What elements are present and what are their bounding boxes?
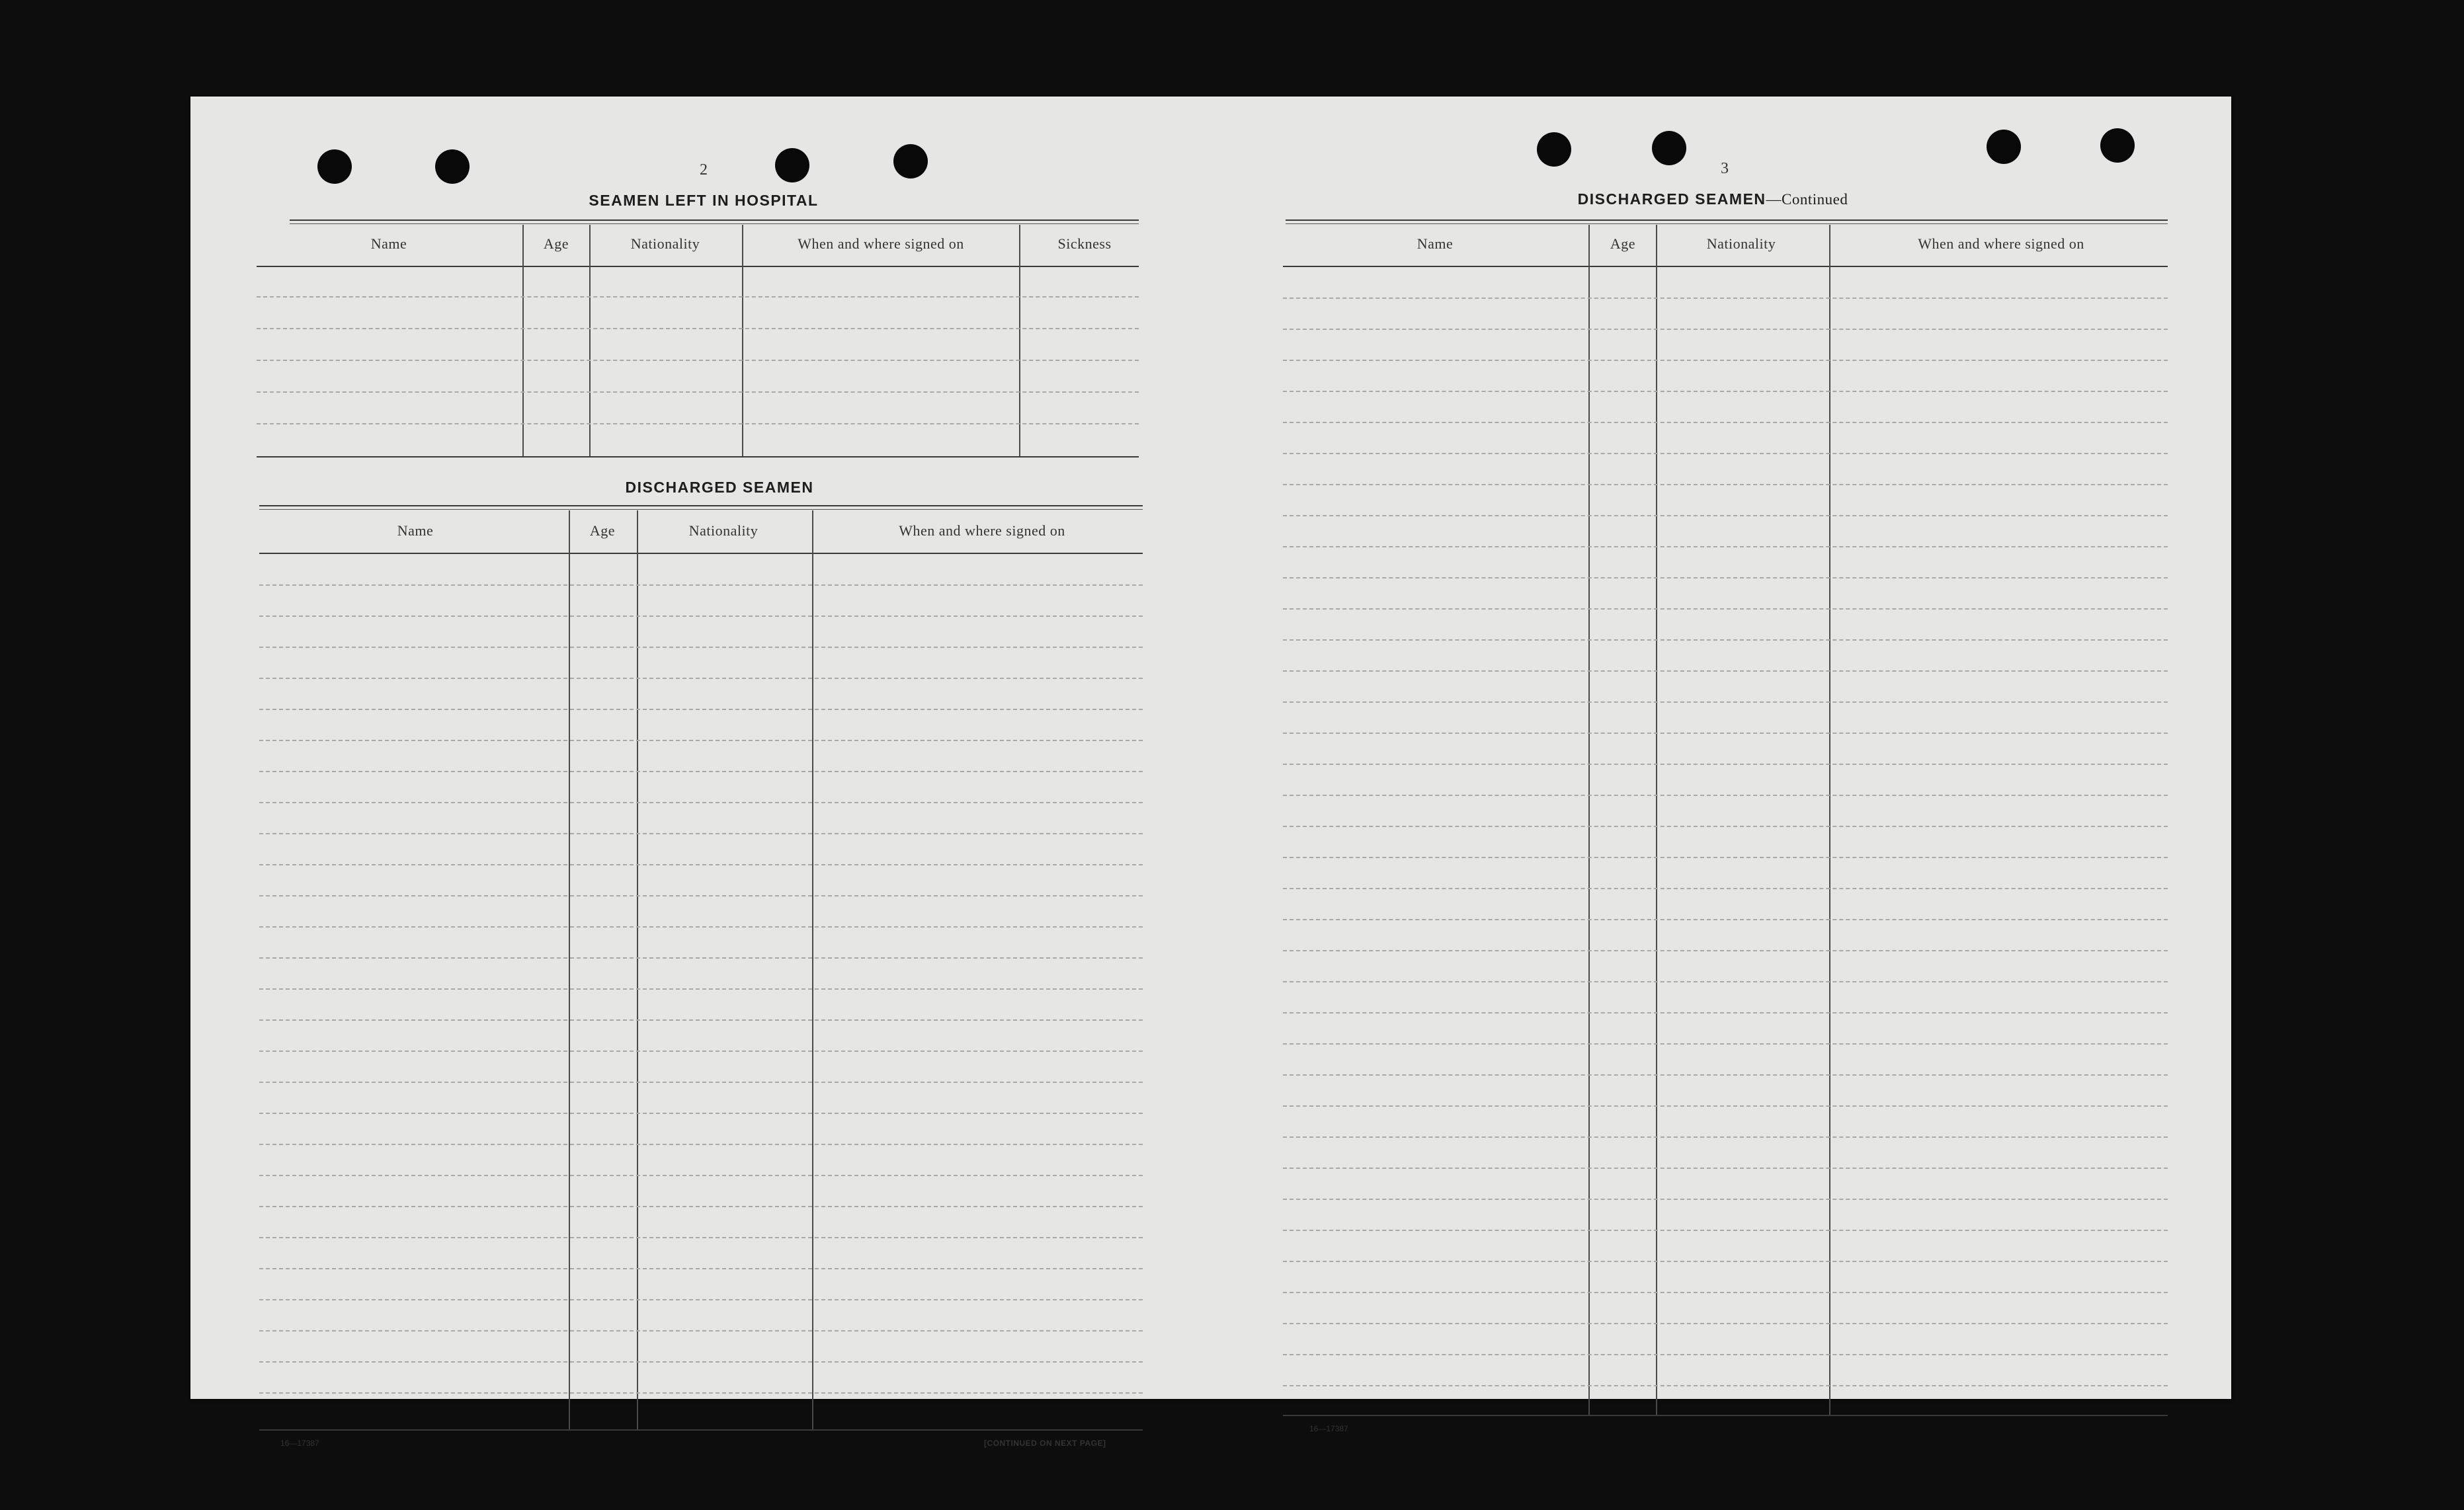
row-line (1283, 1105, 2168, 1107)
table-top-rule (290, 219, 1139, 221)
punch-hole (2100, 128, 2135, 163)
row-line (259, 616, 1143, 617)
row-line (259, 1175, 1143, 1176)
row-line (1283, 1354, 2168, 1355)
row-line (259, 895, 1143, 896)
row-line (257, 360, 1139, 361)
header-rule (1283, 266, 2168, 267)
section-title (1578, 190, 1848, 208)
row-line (1283, 764, 2168, 765)
row-line (1283, 919, 2168, 920)
row-line (257, 391, 1139, 393)
column-header-age: Age (589, 522, 616, 539)
column-divider (637, 510, 638, 1431)
row-line (1283, 391, 2168, 392)
page-number: 2 (700, 161, 708, 179)
table-top-rule (259, 509, 1143, 510)
row-line (259, 1206, 1143, 1207)
row-line (259, 1299, 1143, 1300)
row-line (1283, 1136, 2168, 1138)
column-header-nationality: Nationality (630, 235, 700, 252)
row-line (259, 988, 1143, 990)
column-header-age: Age (543, 235, 569, 252)
row-line (259, 1144, 1143, 1145)
row-line (1283, 795, 2168, 796)
row-line (1283, 950, 2168, 951)
row-line (1283, 608, 2168, 610)
row-line (259, 647, 1143, 648)
column-header-sickness: Sickness (1057, 235, 1112, 252)
row-line (259, 678, 1143, 679)
row-line (1283, 515, 2168, 516)
column-header-name: Name (397, 522, 434, 539)
column-header-signed-on: When and where signed on (899, 522, 1065, 539)
row-line (259, 1051, 1143, 1052)
column-header-nationality: Nationality (1706, 235, 1776, 252)
row-line (259, 1330, 1143, 1331)
row-line (259, 740, 1143, 741)
row-line (1283, 1385, 2168, 1386)
header-rule (257, 266, 1139, 267)
row-line (1283, 1230, 2168, 1231)
row-line (257, 328, 1139, 329)
column-header-name: Name (370, 235, 407, 252)
table-top-rule (290, 223, 1139, 224)
row-line (1283, 422, 2168, 423)
punch-hole (317, 149, 352, 184)
punch-hole (1652, 131, 1686, 165)
form-number: 16—17387 (1309, 1424, 1348, 1433)
punch-hole (893, 144, 928, 179)
row-line (259, 1268, 1143, 1269)
row-line (257, 296, 1139, 298)
row-line (1283, 1043, 2168, 1045)
row-line (1283, 826, 2168, 827)
row-line (259, 833, 1143, 834)
row-line (259, 1019, 1143, 1021)
table-top-rule (1286, 219, 2168, 221)
row-line (259, 1392, 1143, 1394)
row-line (1283, 981, 2168, 982)
table-bottom-rule (257, 456, 1139, 457)
row-line (1283, 360, 2168, 361)
row-line (1283, 670, 2168, 672)
row-line (1283, 1012, 2168, 1013)
column-header-name: Name (1417, 235, 1454, 252)
section-title: DISCHARGED SEAMEN (625, 479, 814, 496)
row-line (259, 864, 1143, 865)
row-line (259, 1237, 1143, 1238)
column-header-nationality: Nationality (688, 522, 759, 539)
row-line (257, 423, 1139, 424)
page-number: 3 (1721, 160, 1729, 177)
section-title: SEAMEN LEFT IN HOSPITAL (589, 192, 819, 209)
row-line (1283, 453, 2168, 454)
table-top-rule (259, 505, 1143, 506)
header-rule (259, 553, 1143, 554)
row-line (259, 709, 1143, 710)
form-number: 16—17387 (280, 1439, 319, 1448)
section-title-text: DISCHARGED SEAMEN (1577, 190, 1766, 208)
punch-hole (1987, 130, 2021, 164)
row-line (1283, 1168, 2168, 1169)
row-line (259, 584, 1143, 586)
row-line (1283, 639, 2168, 641)
row-line (259, 957, 1143, 959)
row-line (259, 1082, 1143, 1083)
row-line (1283, 1261, 2168, 1262)
column-header-age: Age (1610, 235, 1636, 252)
row-line (1283, 701, 2168, 703)
row-line (1283, 546, 2168, 547)
row-line (1283, 298, 2168, 299)
table-top-rule (1286, 223, 2168, 224)
row-line (1283, 1292, 2168, 1293)
section-title-suffix: —Continued (1766, 191, 1848, 208)
form-sheet (190, 97, 2231, 1448)
column-divider (1829, 225, 1830, 1416)
column-divider (569, 510, 570, 1431)
row-line (259, 926, 1143, 928)
table-bottom-rule (1283, 1415, 2168, 1416)
row-line (1283, 1074, 2168, 1076)
continued-note: [CONTINUED ON NEXT PAGE] (984, 1439, 1106, 1448)
row-line (1283, 329, 2168, 330)
column-divider (1588, 225, 1590, 1416)
row-line (1283, 577, 2168, 578)
row-line (1283, 1323, 2168, 1324)
column-divider (812, 510, 813, 1431)
row-line (259, 1361, 1143, 1363)
column-divider (1656, 225, 1657, 1416)
row-line (1283, 733, 2168, 734)
punch-hole (435, 149, 470, 184)
punch-hole (1537, 132, 1571, 167)
row-line (1283, 888, 2168, 889)
row-line (1283, 857, 2168, 858)
column-header-signed-on: When and where signed on (1918, 235, 2084, 252)
table-bottom-rule (259, 1429, 1143, 1431)
row-line (1283, 1199, 2168, 1200)
row-line (259, 1113, 1143, 1114)
row-line (259, 771, 1143, 772)
column-header-signed-on: When and where signed on (798, 235, 964, 252)
row-line (259, 802, 1143, 803)
row-line (1283, 484, 2168, 485)
punch-hole (775, 148, 809, 182)
